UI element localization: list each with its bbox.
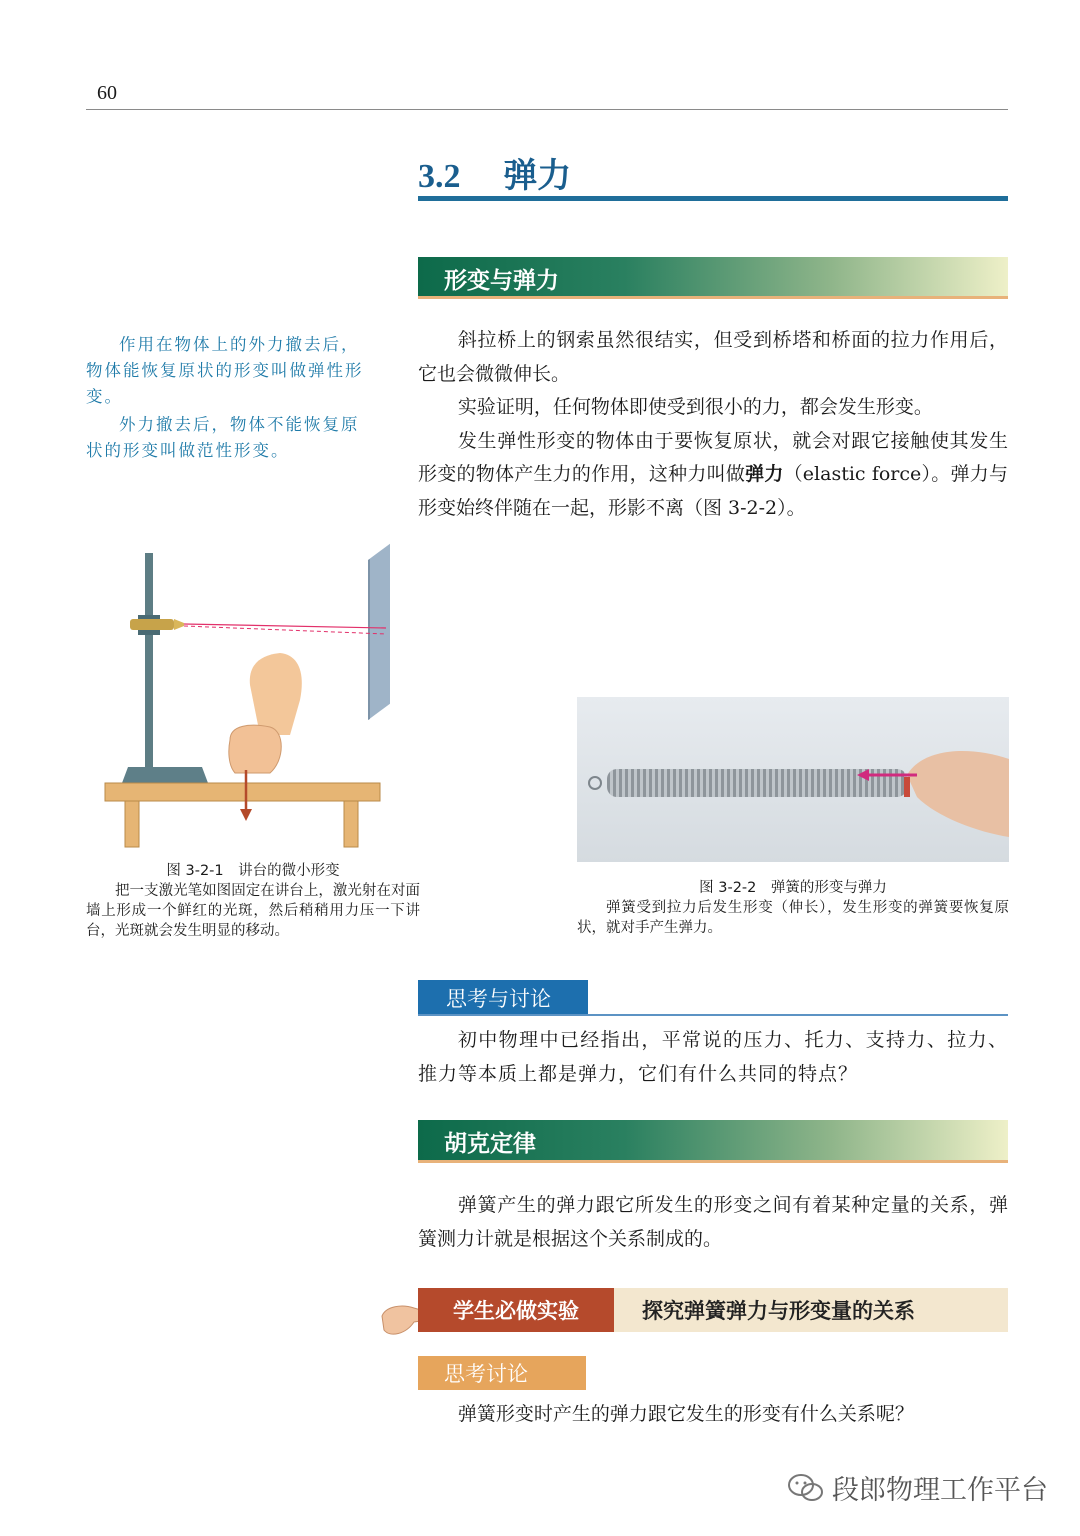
think-label: 思考讨论 — [444, 1362, 528, 1386]
subsection-header-hooke — [418, 1120, 1008, 1162]
experiment-title: 探究弹簧弹力与形变量的关系 — [614, 1288, 1008, 1332]
discussion-text: 初中物理中已经指出，平常说的压力、托力、支持力、拉力、推力等本质上都是弹力，它们有什么共同的特点？ — [418, 1029, 1008, 1085]
lectern-top — [105, 783, 380, 801]
figure-1-title: 图 3-2-1 讲台的微小形变 — [166, 863, 340, 879]
marker — [904, 777, 910, 797]
discussion-tab — [418, 980, 588, 1016]
figure-spring-photo — [577, 697, 1009, 862]
margin-note-plastic: 外力撤去后，物体不能恢复原状的形变叫做范性形变。 — [86, 415, 360, 460]
discussion-block — [418, 1024, 1008, 1091]
figure-1-text: 把一支激光笔如图固定在讲台上，激光射在对面墙上形成一个鲜红的光斑，然后稍稍用力压一下讲台，光斑就会发生明显的移动。 — [86, 883, 420, 939]
think-block — [418, 1398, 1008, 1432]
force-arrow-icon — [240, 809, 252, 821]
section-title — [418, 148, 571, 197]
laser-pen — [130, 619, 174, 630]
body-text-block — [418, 324, 1008, 525]
hooke-block — [418, 1189, 1008, 1256]
experiment-bar — [418, 1288, 1008, 1332]
wechat-icon — [788, 1473, 824, 1503]
fist — [229, 725, 281, 773]
margin-note-elastic: 作用在物体上的外力撤去后，物体能恢复原状的形变叫做弹性形变。 — [86, 335, 364, 406]
figure-1-caption — [86, 861, 420, 941]
think-text: 弹簧形变时产生的弹力跟它发生的形变有什么关系呢？ — [457, 1403, 914, 1425]
figure-2-caption — [577, 878, 1009, 938]
paragraph-text: （elastic force）。弹力与形变始终伴随在一起，形影不离（图 3-2-2）。 — [418, 463, 1008, 519]
term-elastic-force: 弹力 — [745, 463, 784, 485]
think-tab — [418, 1356, 586, 1390]
margin-note — [86, 332, 364, 464]
stand-base — [122, 767, 208, 783]
subsection-header-deformation — [418, 257, 1008, 299]
experiment-label: 学生必做实验 — [418, 1288, 614, 1332]
watermark-text: 段郎物理工作平台 — [832, 1475, 1048, 1506]
subsection-rule — [418, 296, 1008, 299]
subsection-rule — [418, 1160, 1008, 1163]
stand-rod — [145, 553, 153, 783]
discussion-rule — [418, 1014, 1008, 1016]
arm — [250, 653, 302, 735]
wall-board — [368, 540, 390, 720]
paragraph: 斜拉桥上的钢索虽然很结实，但受到桥塔和桥面的拉力作用后，它也会微微伸长。 — [418, 329, 1008, 385]
figure-lectern-illustration — [100, 535, 390, 850]
discussion-label: 思考与讨论 — [446, 987, 551, 1011]
section-name: 弹力 — [503, 156, 572, 196]
figure-2-text: 弹簧受到拉力后发生形变（伸长），发生形变的弹簧要恢复原状，就对手产生弹力。 — [577, 900, 1009, 936]
subsection-title: 形变与弹力 — [444, 267, 559, 294]
page-number: 60 — [97, 82, 117, 104]
section-number: 3.2 — [418, 158, 461, 195]
lectern-leg — [344, 801, 358, 847]
paragraph-text: 发生弹性形变的物体由于要恢复原状，就会对跟它接触使其发生形变的物体产生力的作用，这种力叫做 — [418, 429, 1008, 485]
lectern-leg — [125, 801, 139, 847]
watermark — [788, 1468, 1048, 1507]
header-rule — [86, 109, 1008, 110]
paragraph — [418, 425, 1008, 526]
subsection-title: 胡克定律 — [444, 1130, 536, 1157]
figure-2-title: 图 3-2-2 弹簧的形变与弹力 — [699, 880, 887, 896]
section-title-rule — [418, 196, 1008, 201]
paragraph: 弹簧产生的弹力跟它所发生的形变之间有着某种定量的关系，弹簧测力计就是根据这个关系制成的。 — [418, 1194, 1008, 1250]
paragraph: 实验证明，任何物体即使受到很小的力，都会发生形变。 — [457, 396, 933, 418]
